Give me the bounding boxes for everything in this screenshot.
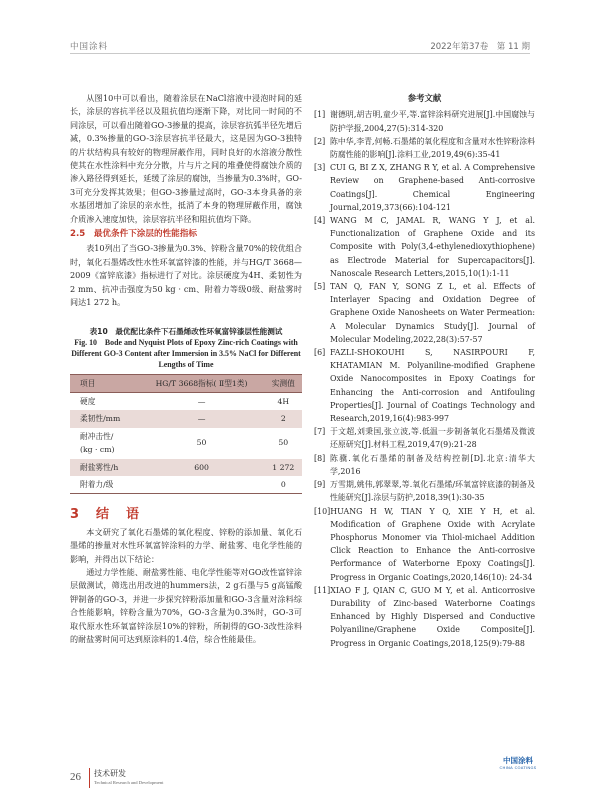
table-cell: 0 [265, 476, 302, 494]
table-cell: 1 272 [265, 459, 302, 476]
table-row [70, 476, 302, 494]
table-row [70, 428, 302, 459]
reference-item [314, 452, 535, 478]
table-cell: 耐冲击性/ (kg · cm) [80, 431, 115, 455]
reference-number: [2] [314, 136, 326, 146]
paragraph-conclusion: 通过力学性能、耐盐雾性能、电化学性能等对GO改性富锌涂层做测试，筛选出用改进的hummers法，2 g石墨与5 g高锰酸钾制备的GO-3，并进一步探究锌粉添加量和GO-3含量对涂料综合性能影响，锌粉含量为70%，GO-3含量为0.3%时，GO-3可取代原水性环氧富锌涂层10%的锌粉，所制得的GO-3改性涂料的耐盐雾时间可达到原涂料的1.4倍，综合性能最佳。 [70, 566, 302, 644]
right-column [314, 92, 535, 650]
reference-text: 陈中华,李青,何畅.石墨烯的氧化程度和含量对水性锌粉涂料防腐性能的影响[J].涂料工业,2019,49(6):35-41 [330, 136, 535, 160]
section-heading-3: 3 结 语 [70, 507, 142, 523]
table-cell: 耐盐雾性/h [70, 459, 139, 476]
table-caption-en: Fig. 10 Bode and Nyquist Plots of Epoxy Zinc-rich Coatings with Different GO-3 Content after Immersion in 3.5% NaCl for Different Lengths of Time [71, 337, 301, 369]
reference-number: [11] [314, 585, 331, 595]
reference-text: HUANG H W, TIAN Y Q, XIE Y H, et al. Modification of Graphene Oxide with Acrylate Phosphorus Monomer via Thiol-michael Addition Click Reaction to Enhance the Anti-corrosive Performance of Waterborne Epoxy Coatings[J]. Progress in Organic Coatings,2020,146(10): 24-34 [330, 506, 535, 582]
reference-text: FAZLI-SHOKOUHI S, NASIRPOURI F, KHATAMIAN M. Polyaniline-modified Graphene Oxide Nanocomposites in Epoxy Coatings for Enhancing the Anti-corrosion and Antifouling Properties[J]. Journal of Coatings Technology and Research,2019,16(4):983-997 [330, 348, 535, 424]
running-header [70, 38, 530, 54]
reference-number: [8] [314, 453, 326, 463]
reference-text: WANG M C, JAMAL R, WANG Y J, et al. Functionalization of Graphene Oxide and its Composite with Poly(3,4-ethylenedioxythiophene) as Electrode Material for Supercapacitors[J]. Nanoscale Research Letters,2015,10(1):1-11 [330, 216, 535, 278]
reference-item [314, 425, 535, 451]
reference-text: CUI G, BI Z X, ZHANG R Y, et al. A Comprehensive Review on Graphene-based Anti-corrosive Coatings[J]. Chemical Engineering Journal,2019,373(66):104-121 [330, 163, 535, 212]
journal-logo [498, 756, 538, 770]
table-row [70, 392, 302, 410]
performance-table [70, 374, 302, 495]
reference-item [314, 108, 535, 134]
footer-divider [89, 768, 90, 788]
reference-number: [9] [314, 480, 326, 490]
reference-item [314, 346, 535, 425]
reference-text: XIAO F J, QIAN C, GUO M Y, et al. Anticorrosive Durability of Zinc-based Waterborne Coatings Enhanced by Highly Dispersed and Conductive Polyaniline/Graphene Oxide Composite[J]. Progress in Organic Coatings,2018,125(9):79-88 [330, 585, 535, 648]
footer-section-en: Technical Research and Development [94, 780, 164, 785]
table-cell: 50 [196, 438, 207, 448]
reference-text: 陈骥.氧化石墨烯的制备及结构控制[D].北京:清华大学,2016 [330, 453, 535, 476]
logo-text: 中国涂料 [503, 756, 533, 765]
reference-number: [4] [314, 216, 326, 226]
table-header-measured: 实测值 [265, 374, 302, 392]
table-cell: — [139, 410, 265, 427]
reference-item [314, 280, 535, 346]
reference-text: 万雪期,姚伟,郭翠翠,等.氧化石墨烯/环氧富锌底漆的制备及性能研究[J].涂层与防护,2018,39(1):30-35 [330, 480, 535, 503]
page-number: 26 [70, 771, 81, 783]
reference-item [314, 478, 535, 504]
table-row [70, 459, 302, 476]
reference-number: [6] [314, 348, 326, 358]
reference-item [314, 135, 535, 161]
table-cell: — [197, 396, 206, 406]
reference-text: 于文超,刘秉国,张立波,等.低温一步制备氧化石墨烯及微波还原研究[J].材料工程,2019,47(9):21-28 [330, 427, 535, 450]
table-header-row [70, 374, 302, 392]
paragraph-table-intro: 表10列出了当GO-3掺量为0.3%、锌粉含量70%的较优组合时，氧化石墨烯改性水性环氧富锌漆的性能，并与HG/T 3668—2009《富锌底漆》指标进行了对比。涂层硬度为4H、柔韧性为2 mm、抗冲击强度为50 kg · cm、附着力等级0级、耐盐雾时间达1 272 h。 [70, 243, 303, 308]
page-footer [70, 765, 270, 791]
reference-text: 谢德明,胡吉明,童少平,等.富锌涂料研究进展[J].中国腐蚀与防护学报,2004,27(5):314-320 [330, 110, 535, 133]
table-cell: 600 [139, 459, 265, 476]
reference-number: [1] [314, 110, 326, 120]
section-heading-2-5: 2.5 最优条件下涂层的性能指标 [70, 229, 197, 240]
reference-number: [7] [314, 427, 326, 437]
table-header-item: 项目 [70, 374, 139, 392]
journal-name: 中国涂料 [70, 42, 109, 52]
reference-item [314, 214, 535, 280]
logo-subtext: CHINA COATINGS [499, 765, 537, 770]
reference-item [314, 505, 535, 584]
reference-item [314, 584, 535, 650]
table-cell: 硬度 [80, 396, 96, 406]
table-cell: 50 [278, 438, 289, 448]
issue-info: 2022年第37卷 第 11 期 [430, 42, 530, 52]
footer-section-cn: 技术研发 [94, 769, 126, 778]
table-header-standard: HG/T 3668指标( Ⅱ型1类) [139, 374, 265, 392]
reference-item [314, 161, 535, 214]
table-row [70, 410, 302, 427]
reference-text: TAN Q, FAN Y, SONG Z L, et al. Effects of Interlayer Spacing and Oxidation Degree of Graphene Oxide Nanosheets on Water Permeation: A Molecular Dynamics Study[J]. Journal of Molecular Modeling,2022,28(3):57-57 [330, 282, 535, 344]
left-column [70, 92, 302, 646]
reference-number: [3] [314, 163, 326, 173]
table-cell: 附着力/级 [70, 476, 139, 494]
reference-number: [10] [314, 506, 331, 516]
paragraph-conclusion-intro: 本文研究了氧化石墨烯的氧化程度、锌粉的添加量、氧化石墨烯的掺量对水性环氧富锌涂料的力学、耐盐雾、电化学性能的影响，并得出以下结论： [70, 526, 302, 564]
paragraph-analysis: 从图10中可以看出，随着涂层在NaCl溶液中浸泡时间的延长，涂层的容抗半径以及阻抗值均逐渐下降，对比同一时间的不同涂层，可以看出随着GO-3掺量的提高，涂层容抗弧半径先增后减，0.3%掺量的GO-3涂层容抗半径最大，这是因为GO-3独特的片状结构具有较好的物理屏蔽作用，同时良好的水溶液分散性使其在水性涂料中充分分散，片与片之间的堆叠使得腐蚀介质的渗入路径得到延长，延缓了涂层的腐蚀，当掺量为0.3%时，GO-3可充分发挥其效果；但GO-3掺量过高时，GO-3本身具备的亲水基团增加了涂层的亲水性，抵消了本身的物理屏蔽作用，腐蚀介质渗入速度加快，涂层容抗半径和阻抗值均下降。 [70, 93, 302, 224]
table-cell: 2 [265, 410, 302, 427]
table-cell: 柔韧性/mm [70, 410, 139, 427]
references-title: 参考文献 [407, 93, 442, 103]
reference-number: [5] [314, 282, 326, 292]
table-cell: 4H [277, 396, 290, 406]
table-caption-cn: 表10 最优配比条件下石墨烯改性环氧富锌漆层性能测试 [89, 326, 283, 336]
table-cell [139, 476, 265, 494]
